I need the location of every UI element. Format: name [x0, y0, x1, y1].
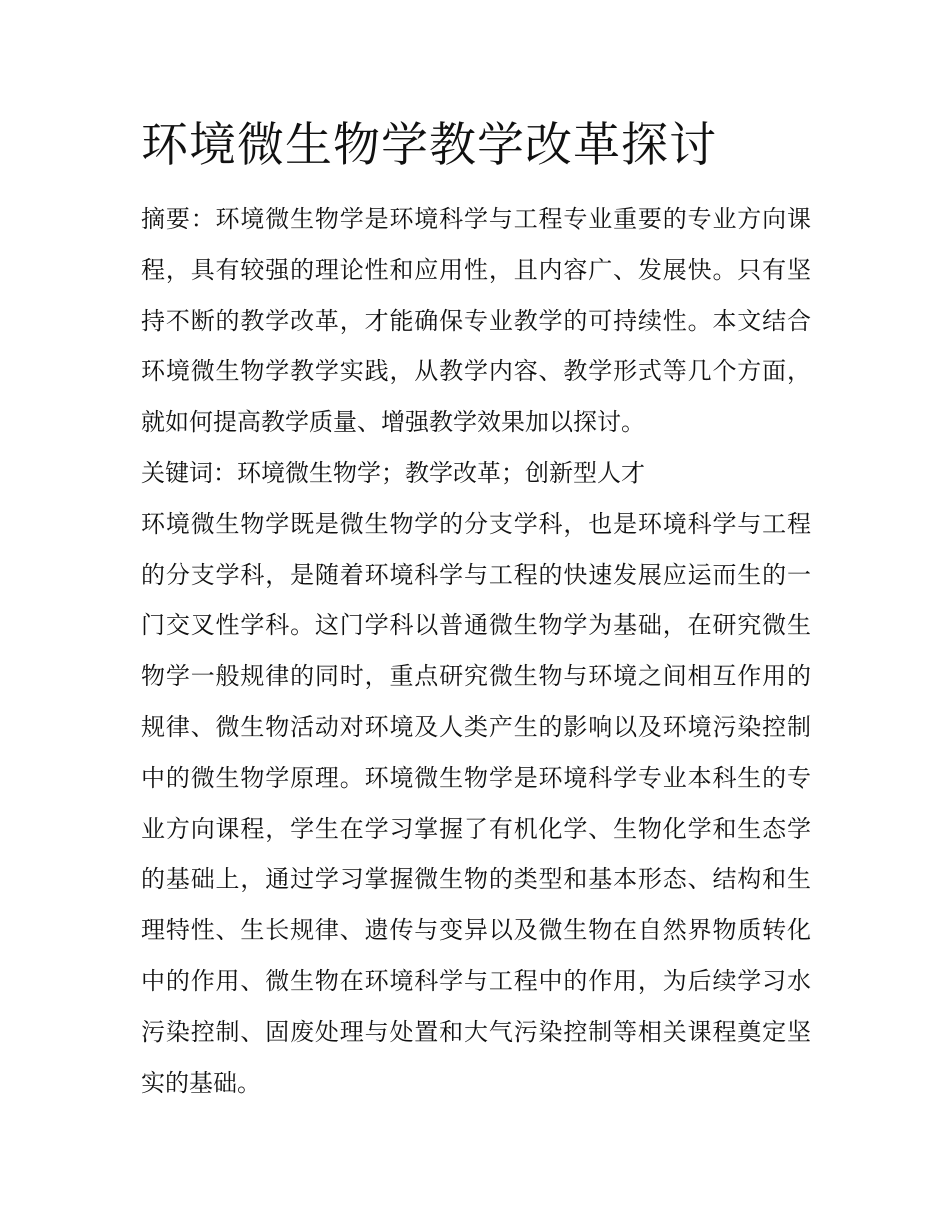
abstract-paragraph: 摘要：环境微生物学是环境科学与工程专业重要的专业方向课程，具有较强的理论性和应用性，且内容广、发展快。只有坚持不断的教学改革，才能确保专业教学的可持续性。本文结合环境微生物学教学实践，从教学内容、教学形式等几个方面，就如何提高教学质量、增强教学效果加以探讨。 — [141, 205, 811, 437]
page-title: 环境微生物学教学改革探讨 — [141, 118, 717, 173]
document-page — [141, 112, 811, 1108]
body-paragraph: 环境微生物学既是微生物学的分支学科，也是环境科学与工程的分支学科，是随着环境科学与工程的快速发展应运而生的一门交叉性学科。这门学科以普通微生物学为基础，在研究微生物学一般规律的同时，重点研究微生物与环境之间相互作用的规律、微生物活动对环境及人类产生的影响以及环境污染控制中的微生物学原理。环境微生物学是环境科学专业本科生的专业方向课程，学生在学习掌握了有机化学、生物化学和生态学的基础上，通过学习掌握微生物的类型和基本形态、结构和生理特性、生长规律、遗传与变异以及微生物在自然界物质转化中的作用、微生物在环境科学与工程中的作用，为后续学习水污染控制、固废处理与处置和大气污染控制等相关课程奠定坚实的基础。 — [141, 509, 811, 1097]
keywords-line: 关键词：环境微生物学；教学改革；创新型人才 — [141, 458, 645, 487]
